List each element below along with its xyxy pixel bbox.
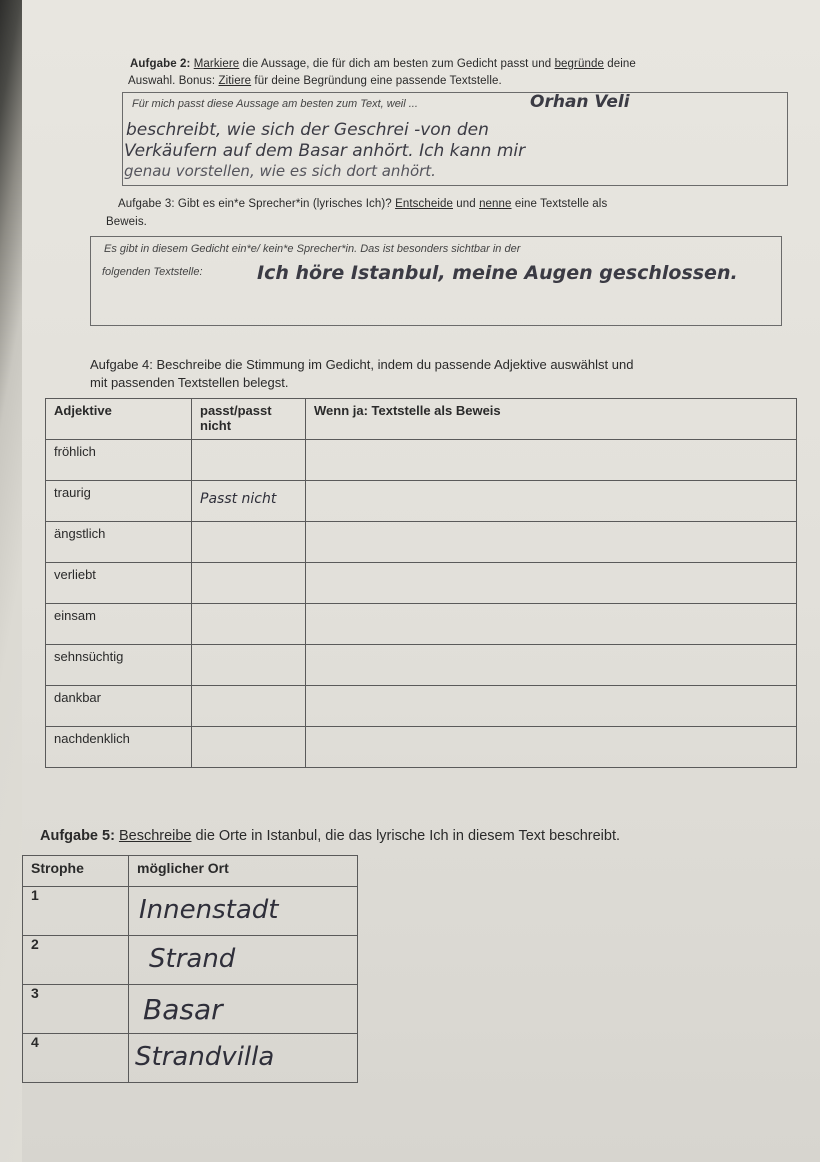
fit-cell[interactable] — [192, 440, 306, 481]
table-row — [23, 985, 358, 1034]
evidence-cell[interactable] — [306, 440, 797, 481]
task2-bonus-rest: für deine Begründung eine passende Textstelle. — [251, 75, 502, 87]
evidence-cell[interactable] — [306, 522, 797, 563]
fit-cell[interactable] — [192, 604, 306, 645]
task4-instruction-line1: Aufgabe 4: Beschreibe die Stimmung im Gedicht, indem du passende Adjektive auswählst und — [90, 357, 634, 372]
task5-instruction — [40, 828, 620, 844]
place-cell[interactable]: Strandvilla — [129, 1034, 358, 1083]
task2-answer-poet: Orhan Veli — [530, 92, 630, 112]
header-passt: passt/passt nicht — [192, 399, 306, 440]
strophe-number: 3 — [23, 985, 129, 1034]
places-table — [22, 855, 358, 1083]
strophe-number: 4 — [23, 1034, 129, 1083]
table-row — [46, 727, 797, 768]
task3-prompt-line1: Es gibt in diesem Gedicht ein*e/ kein*e Sprecher*in. Das ist besonders sichtbar in der — [104, 243, 521, 255]
table-row — [46, 686, 797, 727]
table-row — [46, 604, 797, 645]
task2-label: Aufgabe 2: — [130, 58, 194, 70]
places-table-header — [23, 856, 358, 887]
task3-text-und: und — [452, 198, 480, 210]
task3-text: Aufgabe 3: Gibt es ein*e Sprecher*in (lyrisches Ich)? — [118, 198, 396, 210]
task2-answer-line3: genau vorstellen, wie es sich dort anhört. — [124, 162, 436, 180]
place-cell[interactable]: Innenstadt — [129, 887, 358, 936]
task4-instruction-line2: mit passenden Textstellen belegst. — [90, 375, 289, 390]
adjective-cell: dankbar — [46, 686, 192, 727]
table-row — [46, 481, 797, 522]
adjective-cell: sehnsüchtig — [46, 645, 192, 686]
header-textstelle: Wenn ja: Textstelle als Beweis — [306, 399, 797, 440]
task3-text-end: eine Textstelle als — [511, 198, 608, 210]
table-row — [46, 522, 797, 563]
adjective-cell: fröhlich — [46, 440, 192, 481]
evidence-cell[interactable] — [306, 563, 797, 604]
task3-answer: Ich höre Istanbul, meine Augen geschlossen. — [257, 262, 738, 284]
adjective-cell: nachdenklich — [46, 727, 192, 768]
table-row — [23, 936, 358, 985]
header-ort: möglicher Ort — [129, 856, 358, 887]
mood-table — [45, 398, 797, 768]
place-cell[interactable]: Basar — [129, 985, 358, 1034]
table-row — [46, 645, 797, 686]
table-row — [23, 887, 358, 936]
task5-keyword-beschreibe: Beschreibe — [118, 828, 192, 844]
strophe-number: 2 — [23, 936, 129, 985]
evidence-cell[interactable] — [306, 604, 797, 645]
task2-instruction-line1 — [130, 58, 636, 70]
adjective-cell: ängstlich — [46, 522, 192, 563]
header-strophe: Strophe — [23, 856, 129, 887]
place-cell[interactable]: Strand — [129, 936, 358, 985]
fit-cell[interactable] — [192, 686, 306, 727]
evidence-cell[interactable] — [306, 727, 797, 768]
fit-cell[interactable] — [192, 727, 306, 768]
task2-text: die Aussage, die für dich am besten zum Gedicht passt und — [239, 58, 555, 70]
task2-text-end: deine — [603, 58, 636, 70]
table-row — [46, 440, 797, 481]
task2-prompt: Für mich passt diese Aussage am besten zum Text, weil ... — [132, 98, 418, 110]
task3-prompt-line2: folgenden Textstelle: — [102, 266, 203, 278]
fit-cell[interactable] — [192, 645, 306, 686]
fit-cell[interactable] — [192, 563, 306, 604]
adjective-cell: verliebt — [46, 563, 192, 604]
strophe-number: 1 — [23, 887, 129, 936]
header-adjektive: Adjektive — [46, 399, 192, 440]
task2-bonus-text: Auswahl. Bonus: — [128, 75, 219, 87]
fit-cell[interactable]: Passt nicht — [192, 481, 306, 522]
task5-label: Aufgabe 5: — [40, 828, 119, 844]
adjective-cell: einsam — [46, 604, 192, 645]
adjective-cell: traurig — [46, 481, 192, 522]
evidence-cell[interactable] — [306, 481, 797, 522]
task2-instruction-line2 — [128, 75, 502, 87]
task2-answer-line2: Verkäufern auf dem Basar anhört. Ich kann mir — [124, 141, 526, 161]
table-row — [46, 563, 797, 604]
task2-keyword-zitiere: Zitiere — [218, 75, 252, 87]
evidence-cell[interactable] — [306, 686, 797, 727]
task2-answer-line1: beschreibt, wie sich der Geschrei -von den — [126, 120, 489, 140]
task3-keyword-nenne: nenne — [479, 198, 512, 210]
fit-cell[interactable] — [192, 522, 306, 563]
task2-keyword-markiere: Markiere — [193, 58, 240, 70]
task2-keyword-begruende: begründe — [554, 58, 604, 70]
task3-keyword-entscheide: Entscheide — [395, 198, 453, 210]
evidence-cell[interactable] — [306, 645, 797, 686]
task5-text: die Orte in Istanbul, die das lyrische Ich in diesem Text beschreibt. — [191, 828, 621, 844]
task3-instruction-line2: Beweis. — [106, 216, 147, 228]
task3-instruction-line1 — [118, 198, 607, 210]
mood-table-header — [46, 399, 797, 440]
table-row — [23, 1034, 358, 1083]
